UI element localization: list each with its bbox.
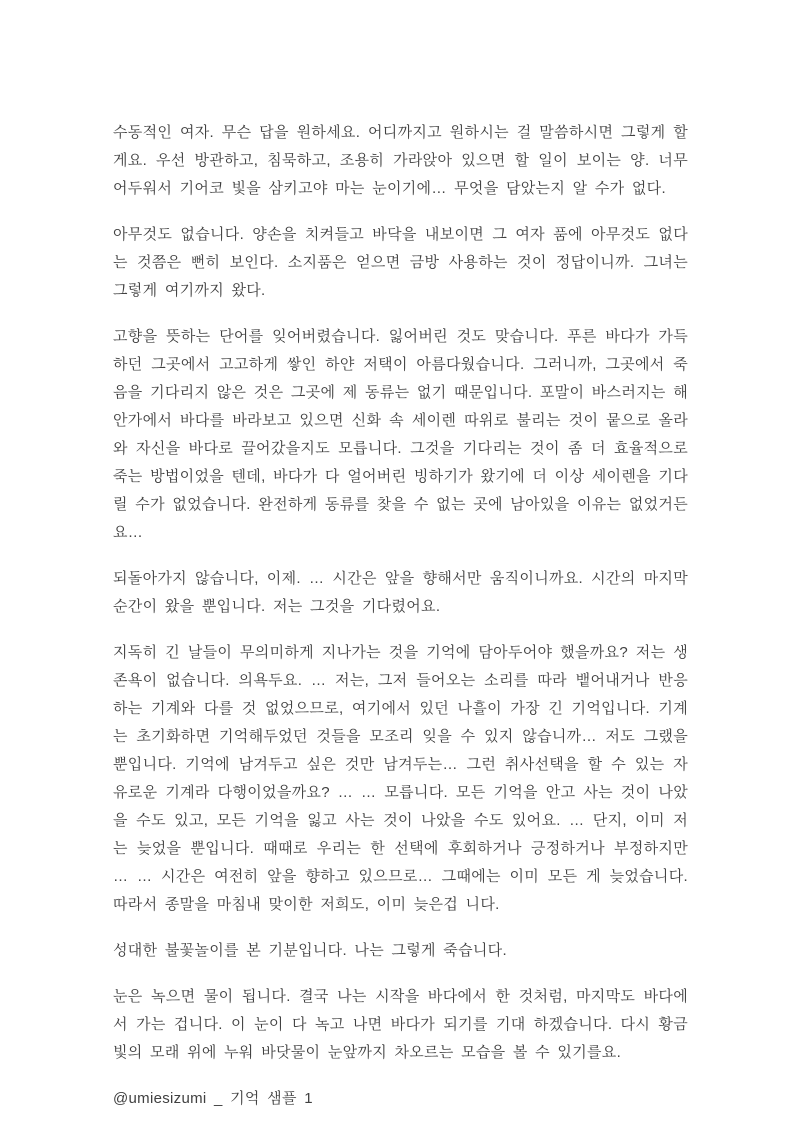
paragraph: 되돌아가지 않습니다, 이제. … 시간은 앞을 향해서만 움직이니까요. 시간의 마지막 순간이 왔을 뿐입니다. 저는 그것을 기다렸어요.: [113, 570, 688, 615]
paragraph: 지독히 긴 날들이 무의미하게 지나가는 것을 기억에 담아두어야 했을까요? 저는 생존욕이 없습니다. 의욕두요. … 저는, 그저 들어오는 소리를 따라 뱉어내거나 반응하는 기계와 다를 것 없었으므로, 여기에서 있던 나흘이 가장 긴 기억입니다. 기계는 초기화하면 기억해두었던 것들을 모조리 잊을 수 있지 않습니까… 저도 그랬을 뿐입니다. 기억에 남겨두고 싶은 것만 남겨두는… 그런 취사선택을 할 수 있는 자유로운 기계라 다행이었을까요? … … 모릅니다. 모든 기억을 안고 사는 것이 나았을 수도 있고, 모든 기억을 잃고 사는 것이 나았을 수도 있어요. … 단지, 이미 저는 늦었을 뿐입니다. 때때로 우리는 한 선택에 후회하거나 긍정하거나 부정하지만… … 시간은 여전히 앞을 향하고 있으므로… 그때에는 이미 모든 게 늦었습니다. 따라서 종말을 마침내 맞이한 저희도, 이미 늦은겁 니다.: [113, 644, 688, 913]
paragraph: 아무것도 없습니다. 양손을 치켜들고 바닥을 내보이면 그 여자 품에 아무것도 없다는 것쯤은 뻔히 보인다. 소지품은 얻으면 금방 사용하는 것이 정답이니까. 그녀는 그렇게 여기까지 왔다.: [113, 226, 688, 299]
footer-credit: @umiesizumi _ 기억 샘플 1: [113, 1090, 313, 1107]
paragraph: 수동적인 여자. 무슨 답을 원하세요. 어디까지고 원하시는 걸 말씀하시면 그렇게 할게요. 우선 방관하고, 침묵하고, 조용히 가라앉아 있으면 할 일이 보이는 양. 너무 어두워서 기어코 빛을 삼키고야 마는 눈이기에… 무엇을 담았는지 알 수가 없다.: [113, 124, 688, 197]
paragraph: 성대한 불꽃놀이를 본 기분입니다. 나는 그렇게 죽습니다.: [113, 942, 507, 959]
paragraph: 고향을 뜻하는 단어를 잊어버렸습니다. 잃어버린 것도 맞습니다. 푸른 바다가 가득하던 그곳에서 고고하게 쌓인 하얀 저택이 아름다웠습니다. 그러니까, 그곳에서 죽음을 기다리지 않은 것은 그곳에 제 동류는 없기 때문입니다. 포말이 바스러지는 해안가에서 바다를 바라보고 있으면 신화 속 세이렌 따위로 불리는 것이 뭍으로 올라와 자신을 바다로 끌어갔을지도 모릅니다. 그것을 기다리는 것이 좀 더 효율적으로 죽는 방법이었을 텐데, 바다가 다 얼어버린 빙하기가 왔기에 더 이상 세이렌을 기다릴 수가 없었습니다. 완전하게 동류를 찾을 수 없는 곳에 남아있을 이유는 없었거든요…: [113, 328, 688, 541]
paragraph: 눈은 녹으면 물이 됩니다. 결국 나는 시작을 바다에서 한 것처럼, 마지막도 바다에서 가는 겁니다. 이 눈이 다 녹고 나면 바다가 되기를 기대 하겠습니다. 다시 황금빛의 모래 위에 누워 바닷물이 눈앞까지 차오르는 모습을 볼 수 있기를요.: [113, 988, 688, 1061]
